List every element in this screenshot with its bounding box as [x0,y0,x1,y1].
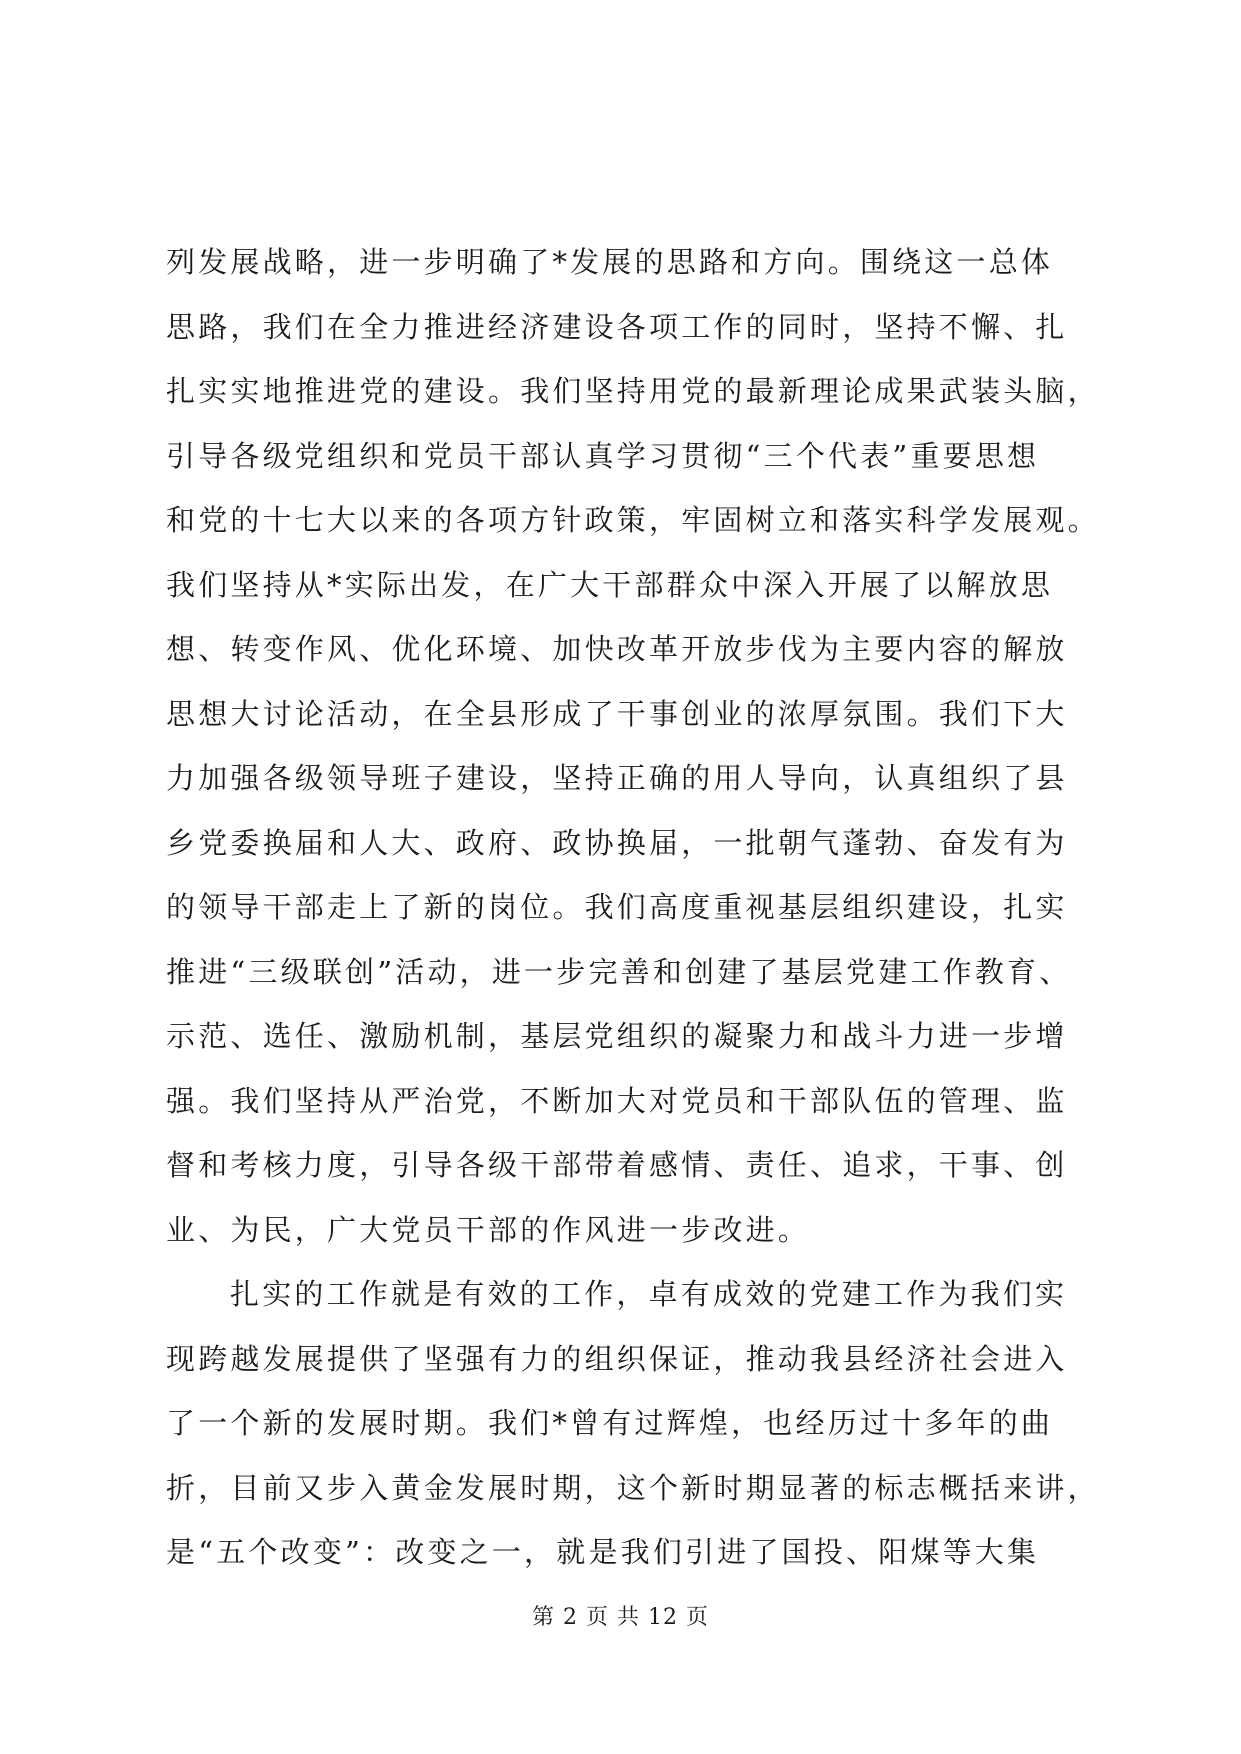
paragraph-first-line: 扎实的工作就是有效的工作，卓有成效的党建工作为我们实 [230,1277,1068,1311]
text-line: 强。我们坚持从严治党，不断加大对党员和干部队伍的管理、监 [166,1083,1068,1118]
text-line: 引导各级党组织和党员干部认真学习贯彻“三个代表”重要思想 [166,438,1040,473]
text-line: 是“五个改变”：改变之一，就是我们引进了国投、阳煤等大集 [166,1535,1040,1569]
text-line: 思想大讨论活动，在全县形成了干事创业的浓厚氛围。我们下大 [166,696,1068,731]
body-text [166,230,1100,1585]
text-line: 思路，我们在全力推进经济建设各项工作的同时，坚持不懈、扎 [166,309,1068,344]
text-line: 力加强各级领导班子建设，坚持正确的用人导向，认真组织了县 [166,761,1068,795]
text-line: 扎实实地推进党的建设。我们坚持用党的最新理论成果武装头脑， [166,374,1100,408]
text-line: 推进“三级联创”活动，进一步完善和创建了基层党建工作教育、 [166,954,1072,989]
text-line: 示范、选任、激励机制，基层党组织的凝聚力和战斗力进一步增 [166,1019,1068,1053]
text-line: 列发展战略，进一步明确了*发展的思路和方向。围绕这一总体 [166,245,1054,279]
text-line: 了一个新的发展时期。我们*曾有过辉煌，也经历过十多年的曲 [166,1406,1054,1440]
text-line: 现跨越发展提供了坚强有力的组织保证，推动我县经济社会进入 [166,1341,1068,1376]
text-line: 督和考核力度，引导各级干部带着感情、责任、追求，干事、创 [166,1148,1068,1182]
text-line: 折，目前又步入黄金发展时期，这个新时期显著的标志概括来讲， [166,1470,1100,1505]
text-line: 和党的十七大以来的各项方针政策，牢固树立和落实科学发展观。 [166,503,1100,537]
text-line: 乡党委换届和人大、政府、政协换届，一批朝气蓬勃、奋发有为 [166,825,1068,860]
text-line: 我们坚持从*实际出发，在广大干部群众中深入开展了以解放思 [166,567,1054,602]
text-line: 业、为民，广大党员干部的作风进一步改进。 [166,1212,811,1247]
text-line: 的领导干部走上了新的岗位。我们高度重视基层组织建设，扎实 [166,890,1068,924]
page-footer: 第 2 页 共 12 页 [532,1605,709,1630]
text-line: 想、转变作风、优化环境、加快改革开放步伐为主要内容的解放 [166,632,1068,666]
